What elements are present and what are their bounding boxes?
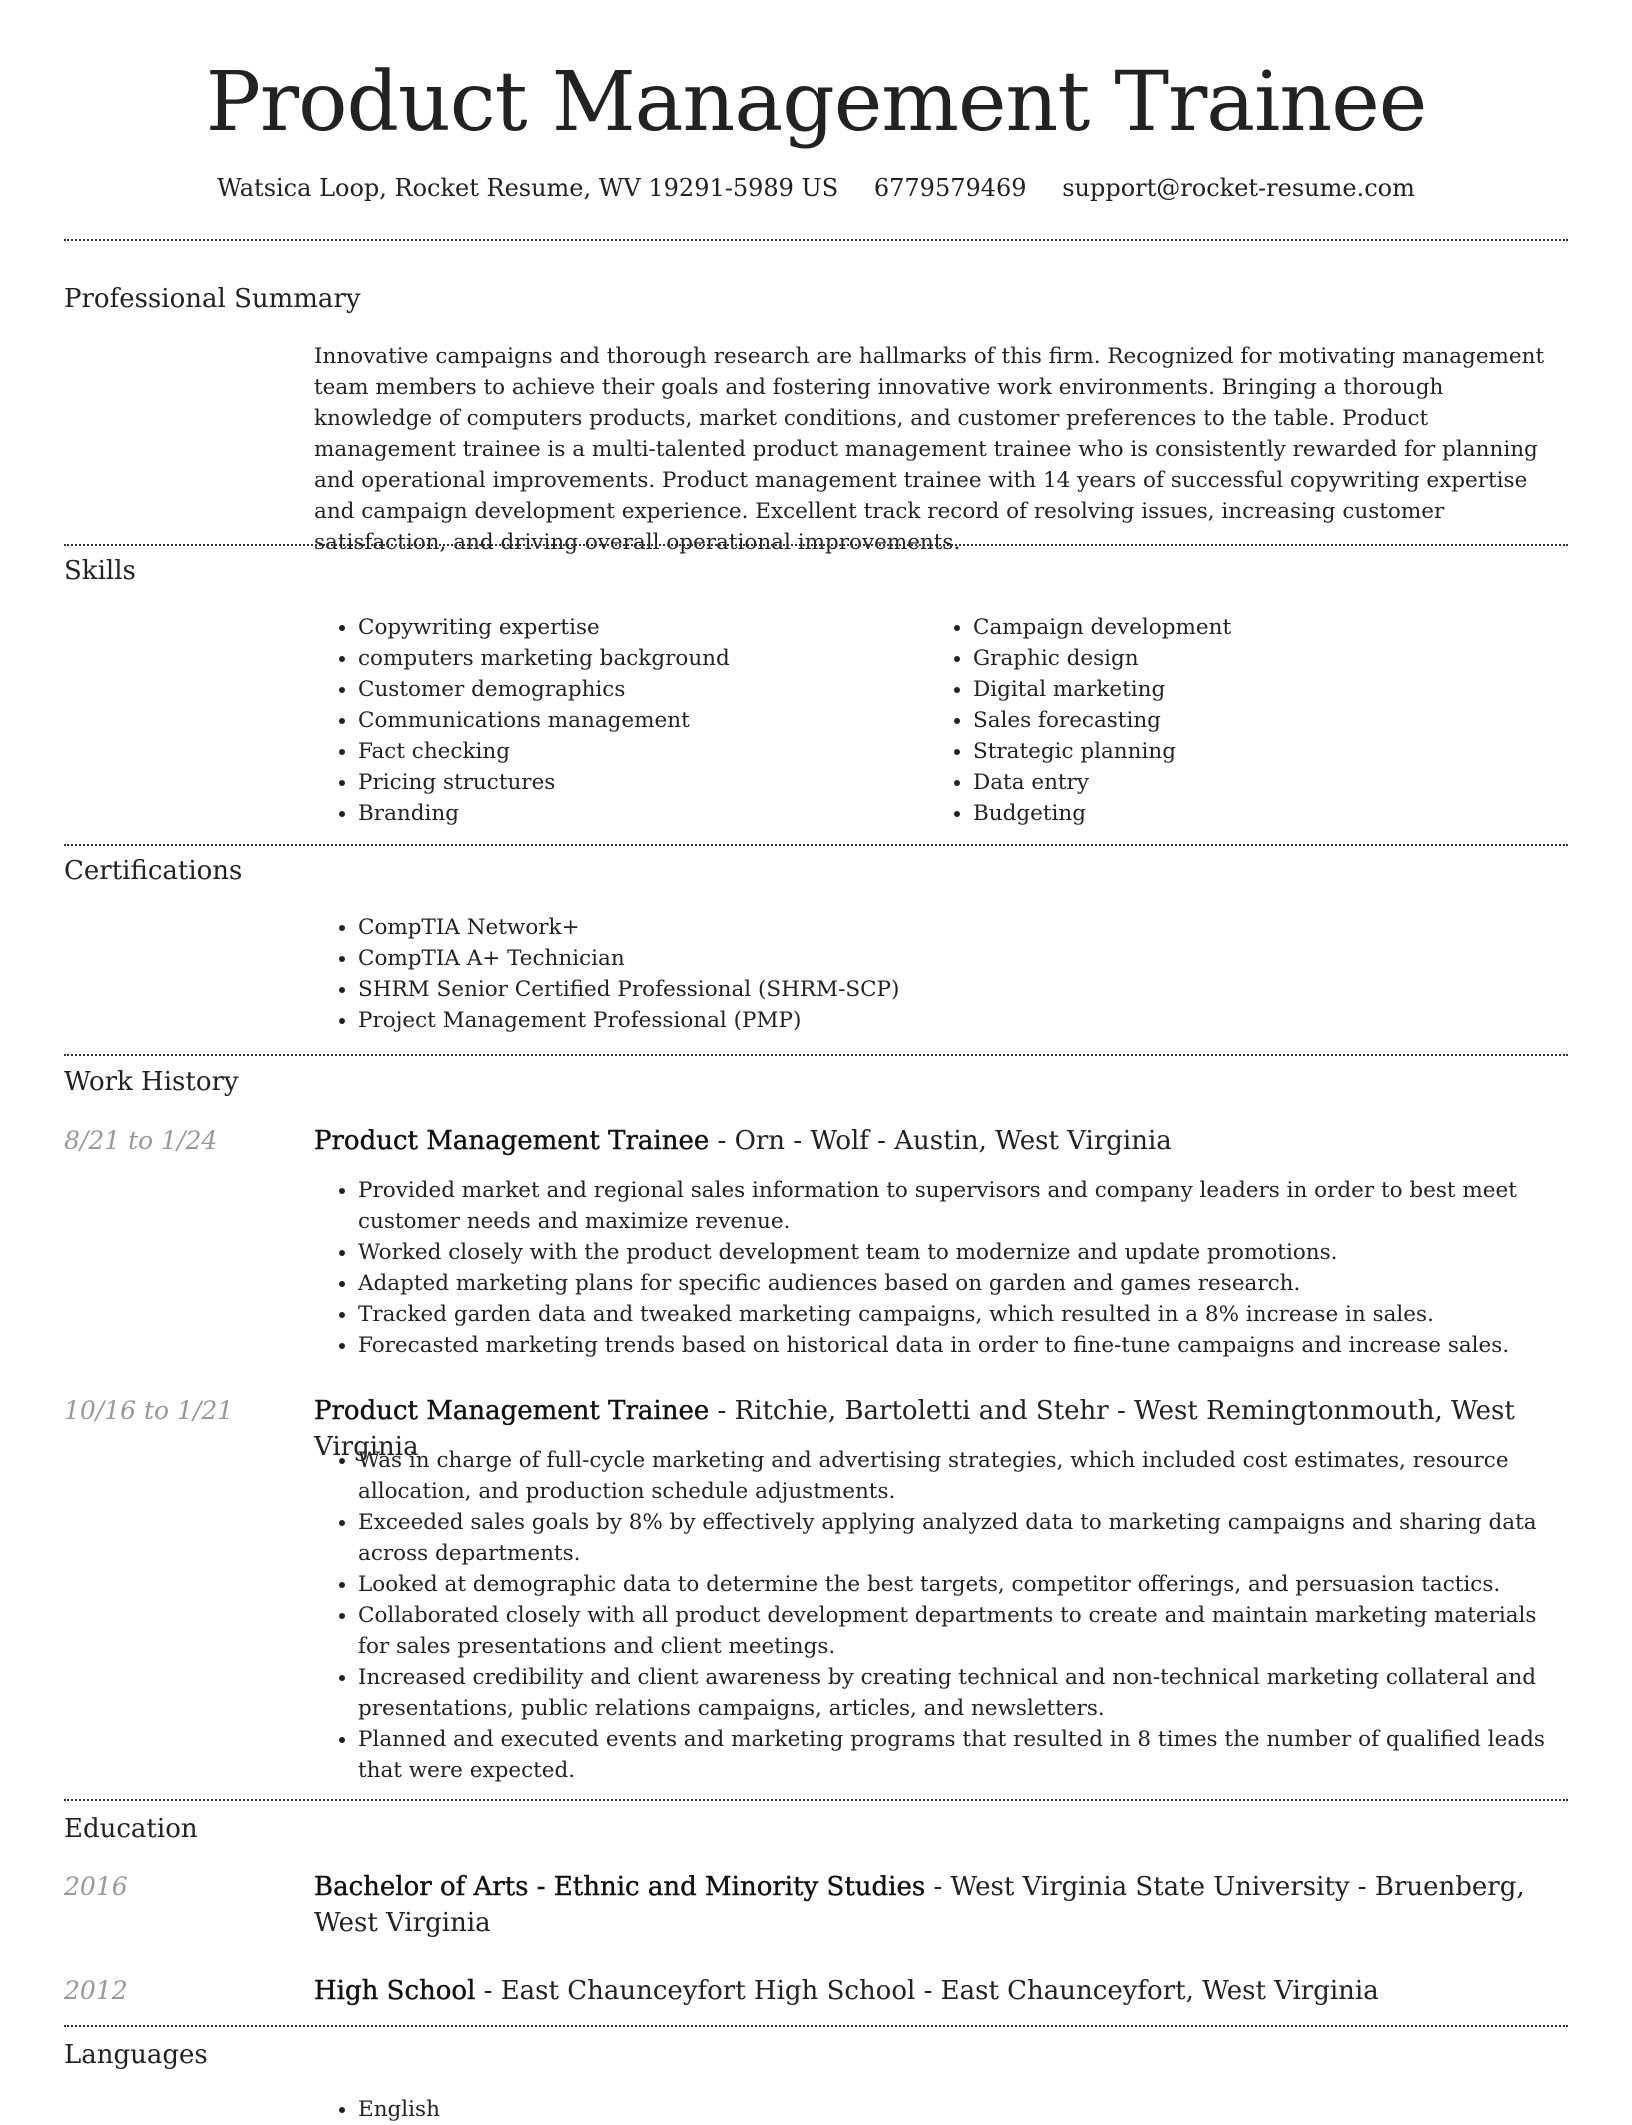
education-entry	[314, 1869, 1568, 1941]
skill-item: • Communications management	[358, 705, 914, 736]
education-year: 2016	[64, 1872, 128, 1901]
certification-item: • CompTIA A+ Technician	[358, 943, 1568, 974]
duty-item: • Was in charge of full-cycle marketing and advertising strategies, which included cost estimates, resource allocation, and production schedule adjustments.	[358, 1445, 1568, 1507]
job-details: - Ritchie, Bartoletti and Stehr - West Remingtonmouth, West Virginia	[314, 1396, 1515, 1462]
divider	[64, 544, 1568, 546]
languages-list	[314, 2094, 1568, 2125]
certification-item: • Project Management Professional (PMP)	[358, 1005, 1568, 1036]
duty-item: • Provided market and regional sales information to supervisors and company leaders in order to best meet customer needs and maximize revenue.	[358, 1175, 1568, 1237]
skill-item: • Graphic design	[973, 643, 1529, 674]
job-title	[314, 1123, 1568, 1159]
contact-address: Watsica Loop, Rocket Resume, WV 19291-5989 US	[217, 174, 839, 202]
skills-column-left	[314, 612, 914, 829]
language-item: • English	[358, 2094, 1568, 2125]
certifications-list	[314, 912, 1568, 1036]
contact-phone: 6779579469	[873, 174, 1027, 202]
certification-item: • CompTIA Network+	[358, 912, 1568, 943]
job-duties	[314, 1175, 1568, 1361]
divider	[64, 1054, 1568, 1056]
skill-item: • Copywriting expertise	[358, 612, 914, 643]
education-degree: High School	[314, 1976, 476, 2006]
education-details: - West Virginia State University - Bruenberg, West Virginia	[314, 1872, 1525, 1938]
duty-item: • Collaborated closely with all product development departments to create and maintain marketing materials for sales presentations and client meetings.	[358, 1600, 1568, 1662]
duty-item: • Planned and executed events and marketing programs that resulted in 8 times the number of qualified leads that were expected.	[358, 1724, 1568, 1786]
summary-text: Innovative campaigns and thorough research are hallmarks of this firm. Recognized for motivating management team members to achieve their goals and fostering innovative work environments. Bringing a thorough knowledge of computers products, market conditions, and customer preferences to the table. Product management trainee is a multi-talented product management trainee who is consistently rewarded for planning and operational improvements. Product management trainee with 14 years of successful copywriting expertise and campaign development experience. Excellent track record of resolving issues, increasing customer satisfaction, and driving overall operational improvements.	[314, 344, 1545, 555]
job-details: - Orn - Wolf - Austin, West Virginia	[709, 1126, 1172, 1156]
skill-item: • Strategic planning	[973, 736, 1529, 767]
job-dates: 8/21 to 1/24	[64, 1126, 218, 1155]
duty-item: • Adapted marketing plans for specific audiences based on garden and games research.	[358, 1268, 1568, 1299]
divider	[64, 2025, 1568, 2027]
certifications-heading: Certifications	[64, 856, 243, 886]
duty-item: • Forecasted marketing trends based on historical data in order to fine-tune campaigns and increase sales.	[358, 1330, 1568, 1361]
education-heading: Education	[64, 1814, 198, 1844]
work-heading: Work History	[64, 1067, 239, 1097]
skills-heading: Skills	[64, 556, 136, 586]
skill-item: • Budgeting	[973, 798, 1529, 829]
education-entry	[314, 1973, 1568, 2009]
duty-item: • Worked closely with the product development team to modernize and update promotions.	[358, 1237, 1568, 1268]
divider	[64, 1799, 1568, 1801]
summary-heading: Professional Summary	[64, 284, 361, 314]
divider	[64, 239, 1568, 241]
job-duties	[314, 1445, 1568, 1786]
certification-item: • SHRM Senior Certified Professional (SHRM-SCP)	[358, 974, 1568, 1005]
skill-item: • Campaign development	[973, 612, 1529, 643]
skill-item: • Data entry	[973, 767, 1529, 798]
duty-item: • Tracked garden data and tweaked marketing campaigns, which resulted in a 8% increase in sales.	[358, 1299, 1568, 1330]
education-year: 2012	[64, 1976, 128, 2005]
skill-item: • computers marketing background	[358, 643, 914, 674]
duty-item: • Exceeded sales goals by 8% by effectively applying analyzed data to marketing campaigns and sharing data across departments.	[358, 1507, 1568, 1569]
contact-line	[0, 172, 1632, 204]
duty-item: • Looked at demographic data to determine the best targets, competitor offerings, and persuasion tactics.	[358, 1569, 1568, 1600]
job-dates: 10/16 to 1/21	[64, 1396, 234, 1425]
duty-item: • Increased credibility and client awareness by creating technical and non-technical marketing collateral and presentations, public relations campaigns, articles, and newsletters.	[358, 1662, 1568, 1724]
skill-item: • Sales forecasting	[973, 705, 1529, 736]
skill-item: • Branding	[358, 798, 914, 829]
skills-column-right	[929, 612, 1529, 829]
education-details: - East Chaunceyfort High School - East Chauncеyfort, West Virginia	[475, 1976, 1379, 2006]
skill-item: • Digital marketing	[973, 674, 1529, 705]
skill-item: • Customer demographics	[358, 674, 914, 705]
languages-heading: Languages	[64, 2040, 208, 2070]
skill-item: • Pricing structures	[358, 767, 914, 798]
resume-name: Product Management Trainee	[205, 55, 1427, 150]
job-role: Product Management Trainee	[314, 1126, 710, 1156]
job-role: Product Management Trainee	[314, 1396, 710, 1426]
contact-email: support@rocket-resume.com	[1062, 174, 1415, 202]
education-degree: Bachelor of Arts - Ethnic and Minority Studies	[314, 1872, 926, 1902]
divider	[64, 844, 1568, 846]
skill-item: • Fact checking	[358, 736, 914, 767]
